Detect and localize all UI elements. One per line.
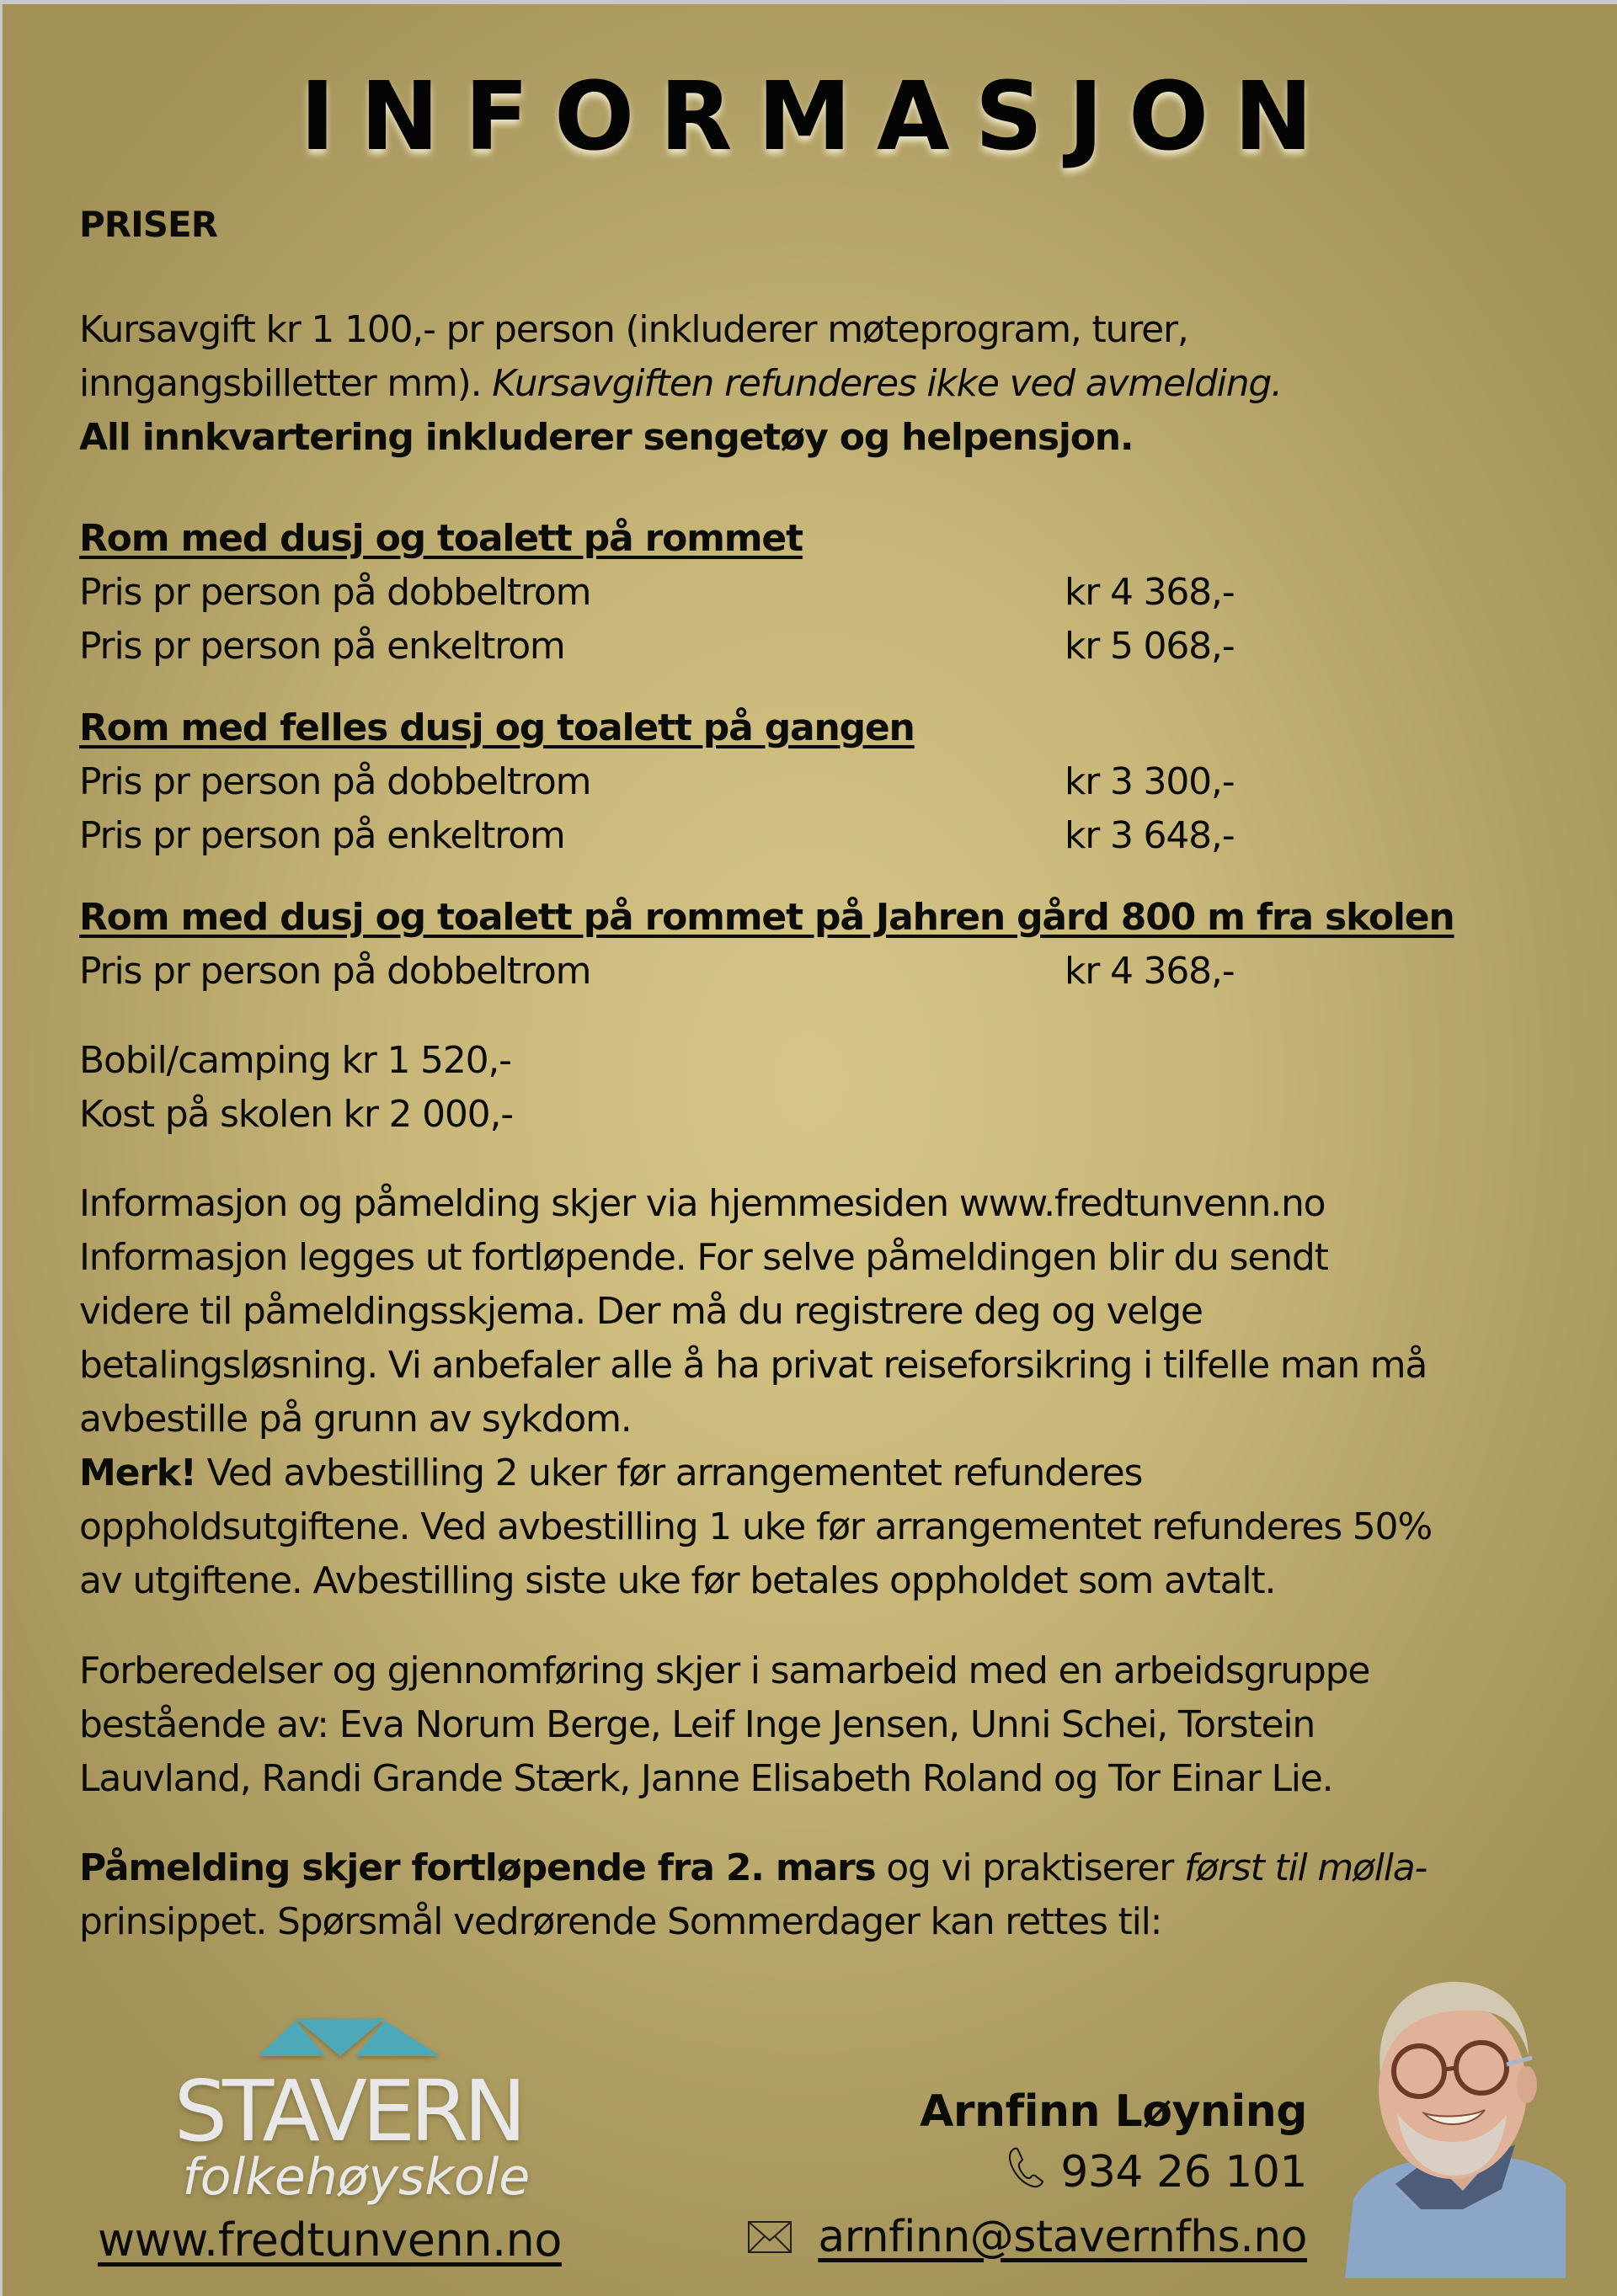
- contact-name: Arnfinn Løyning: [920, 2086, 1307, 2137]
- camping-price: Bobil/camping kr 1 520,-: [79, 1039, 511, 1082]
- organizers: Forberedelser og gjennomføring skjer i samarbeid med en arbeidsgruppe bestående av: Eva Norum Berge, Leif Inge Jensen, Unni Schei, Torstein Lauvland, Randi Grande Stærk, Janne Elisabeth Roland og Tor Einar Lie.: [79, 1649, 1370, 1800]
- svg-text:folkehøyskole: folkehøyskole: [182, 2148, 531, 2206]
- price-value: kr 3 300,-: [1065, 760, 1235, 803]
- price-row: Pris pr person på dobbeltrom kr 4 368,-: [79, 566, 1275, 620]
- price-row: Pris pr person på dobbeltrom kr 4 368,-: [79, 945, 1275, 999]
- price-value: kr 3 648,-: [1065, 814, 1235, 857]
- accommodation-note: All innkvartering inkluderer sengetøy og helpensjon.: [79, 416, 1134, 459]
- room-section-heading: Rom med dusj og toalett på rommet: [79, 517, 803, 560]
- phone-icon: [1006, 2144, 1047, 2206]
- page-title: INFORMASJON: [300, 62, 1338, 172]
- meals-price: Kost på skolen kr 2 000,-: [79, 1093, 513, 1136]
- email-line: [747, 2206, 1307, 2271]
- price-row: Pris pr person på enkeltrom kr 3 648,-: [79, 809, 1275, 863]
- extras: [79, 1034, 513, 1142]
- phone-line: [747, 2141, 1307, 2206]
- room-section-1: [79, 512, 1275, 674]
- phone-number: 934 26 101: [1060, 2147, 1307, 2197]
- room-section-heading: Rom med felles dusj og toalett på gangen: [79, 706, 915, 749]
- intro-line-1: Kursavgift kr 1 100,- pr person (inkluderer møteprogram, turer,: [79, 308, 1188, 351]
- website-link[interactable]: www.fredtunvenn.no: [98, 2213, 562, 2267]
- roof-triangles-icon: [141, 2004, 554, 2206]
- price-value: kr 5 068,-: [1065, 625, 1235, 668]
- svg-text:STAVERN: STAVERN: [173, 2062, 522, 2160]
- registration-info: Informasjon og påmelding skjer via hjemmesiden www.fredtunvenn.no Informasjon legges ut fortløpende. For selve påmeldingen blir du sendt videre til påmeldingsskjema. Der må du registrere deg og velge betalingsløsning. Vi anbefaler alle å ha privat reiseforsikring i tilfelle man må avbestille på grunn av sykdom. Merk! Ved avbestilling 2 uker før arrangementet refunderes oppholdsutgiftene. Ved avbestilling 1 uke før arrangementet refunderes 50% av utgiftene. Avbestilling siste uke før betales oppholdet som avtalt.: [79, 1182, 1432, 1602]
- room-section-3: [79, 891, 1454, 999]
- info-page: [3, 4, 1617, 2296]
- email-link[interactable]: arnfinn@stavernfhs.no: [818, 2212, 1307, 2262]
- intro-line-2: inngangsbilletter mm). Kursavgiften refunderes ikke ved avmelding.: [79, 362, 1282, 405]
- envelope-icon: [747, 2208, 792, 2271]
- price-value: kr 4 368,-: [1065, 571, 1235, 614]
- room-section-heading: Rom med dusj og toalett på rommet på Jahren gård 800 m fra skolen: [79, 896, 1454, 939]
- price-value: kr 4 368,-: [1065, 950, 1235, 993]
- price-row: Pris pr person på dobbeltrom kr 3 300,-: [79, 755, 1275, 809]
- contact-photo: [1337, 1963, 1572, 2278]
- contact-block: [747, 2082, 1307, 2271]
- cancellation-note: Merk! Ved avbestilling 2 uker før arrangementet refunderes: [79, 1452, 1143, 1494]
- stavern-logo: [141, 2004, 554, 2206]
- signup-date: Påmelding skjer fortløpende fra 2. mars: [79, 1846, 876, 1889]
- price-row: Pris pr person på enkeltrom kr 5 068,-: [79, 620, 1275, 674]
- prices-heading: PRISER: [79, 204, 218, 245]
- intro-paragraph: [79, 303, 1282, 465]
- room-section-2: [79, 701, 1275, 863]
- signup-info: Påmelding skjer fortløpende fra 2. mars og vi praktiserer først til mølla- prinsippet. Spørsmål vedrørende Sommerdager kan rettes til:: [79, 1846, 1428, 1943]
- refund-note: Kursavgiften refunderes ikke ved avmelding.: [492, 362, 1282, 405]
